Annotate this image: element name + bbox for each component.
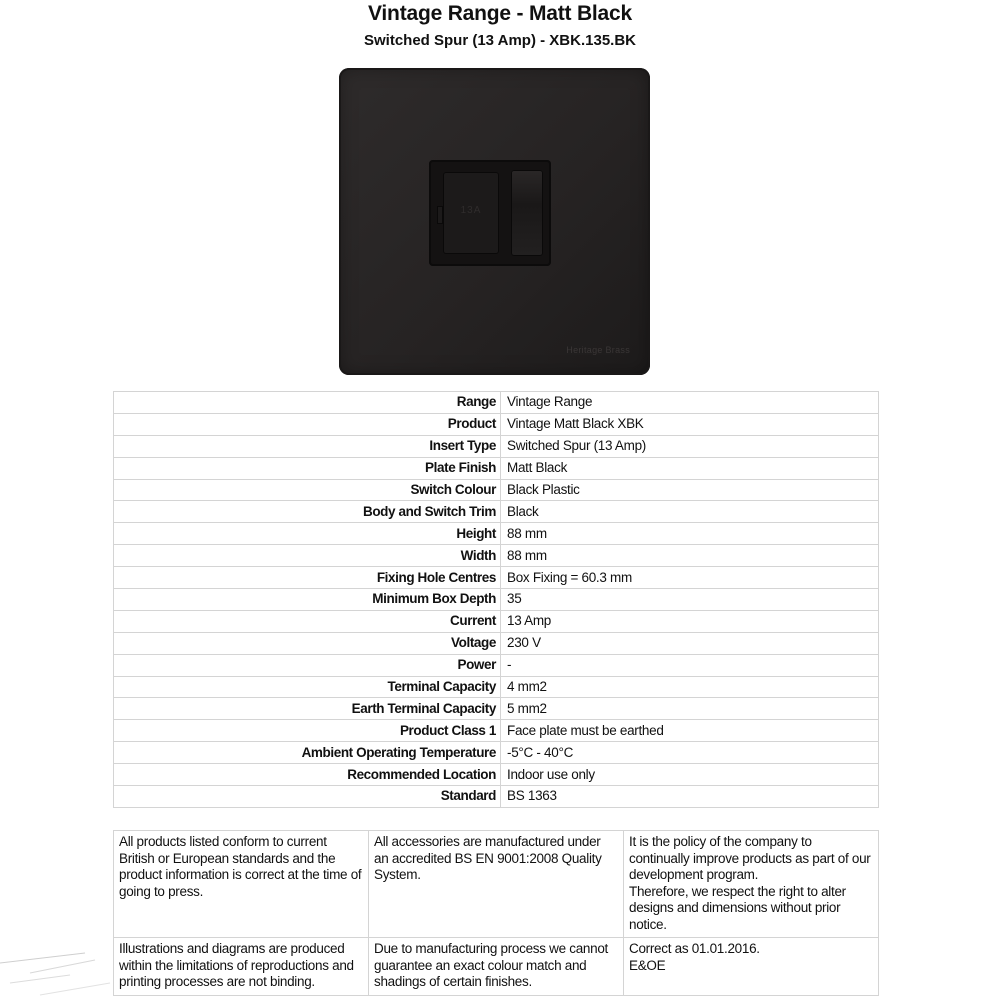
decorative-strokes: [0, 935, 120, 1000]
spec-label: Height: [114, 523, 501, 545]
product-image: [339, 68, 650, 375]
brand-mark: Heritage Brass: [566, 345, 630, 355]
notes-row: [114, 938, 879, 996]
spec-row: [114, 676, 879, 698]
spec-label: Terminal Capacity: [114, 676, 501, 698]
spec-value: 88 mm: [501, 545, 879, 567]
spec-value: 5 mm2: [501, 698, 879, 720]
note-cell: [369, 831, 624, 938]
spec-row: [114, 742, 879, 764]
fuse-carrier: [443, 172, 499, 254]
spec-row: [114, 567, 879, 589]
spec-table: [113, 391, 879, 808]
fuse-label: 13A: [460, 205, 482, 216]
spec-label: Earth Terminal Capacity: [114, 698, 501, 720]
spec-label: Fixing Hole Centres: [114, 567, 501, 589]
spec-value: Matt Black: [501, 457, 879, 479]
spec-label: Power: [114, 654, 501, 676]
spec-row: [114, 457, 879, 479]
spec-label: Body and Switch Trim: [114, 501, 501, 523]
note-cell: [624, 831, 879, 938]
notes-table: [113, 830, 879, 996]
note-text: Due to manufacturing process we cannot guarantee an exact colour match and shadings of certain finishes.: [374, 941, 608, 989]
spec-value: Vintage Matt Black XBK: [501, 413, 879, 435]
spec-value: Indoor use only: [501, 764, 879, 786]
spec-label: Width: [114, 545, 501, 567]
spec-row: [114, 698, 879, 720]
note-text: E&OE: [629, 957, 666, 973]
spec-value: BS 1363: [501, 786, 879, 808]
spec-label: Range: [114, 392, 501, 414]
spec-label: Product Class 1: [114, 720, 501, 742]
spec-label: Switch Colour: [114, 479, 501, 501]
page-title: Vintage Range - Matt Black: [368, 2, 632, 25]
spec-label: Product: [114, 413, 501, 435]
spec-row: [114, 589, 879, 611]
spec-label: Voltage: [114, 632, 501, 654]
spec-value: Black: [501, 501, 879, 523]
spec-value: 4 mm2: [501, 676, 879, 698]
note-text: Illustrations and diagrams are produced within the limitations of reproductions and printing processes are not binding.: [119, 941, 354, 989]
spec-label: Ambient Operating Temperature: [114, 742, 501, 764]
note-cell: [114, 831, 369, 938]
spec-row: [114, 413, 879, 435]
rocker-switch: [511, 170, 543, 256]
spec-row: [114, 632, 879, 654]
spec-value: Box Fixing = 60.3 mm: [501, 567, 879, 589]
spec-label: Standard: [114, 786, 501, 808]
note-cell: [369, 938, 624, 996]
note-text: All accessories are manufactured under an accredited BS EN 9001:2008 Quality System.: [374, 834, 602, 882]
note-cell: [114, 938, 369, 996]
spec-label: Current: [114, 610, 501, 632]
spec-label: Minimum Box Depth: [114, 589, 501, 611]
spec-value: -5°C - 40°C: [501, 742, 879, 764]
note-cell: [624, 938, 879, 996]
spec-row: [114, 545, 879, 567]
note-text: It is the policy of the company to continually improve products as part of our development program.: [629, 834, 871, 882]
spec-row: [114, 720, 879, 742]
spec-row: [114, 479, 879, 501]
spec-row: [114, 501, 879, 523]
spec-value: 35: [501, 589, 879, 611]
note-text: All products listed conform to current British or European standards and the product information is correct at the time of going to press.: [119, 834, 362, 899]
spec-row: [114, 654, 879, 676]
spec-row: [114, 392, 879, 414]
note-text: Correct as 01.01.2016.: [629, 941, 760, 956]
note-text: Therefore, we respect the right to alter designs and dimensions without prior notice.: [629, 883, 846, 932]
notes-row: [114, 831, 879, 938]
spec-label: Insert Type: [114, 435, 501, 457]
spec-value: Face plate must be earthed: [501, 720, 879, 742]
spec-value: 230 V: [501, 632, 879, 654]
page-subtitle: Switched Spur (13 Amp) - XBK.135.BK: [364, 32, 636, 49]
spec-value: Switched Spur (13 Amp): [501, 435, 879, 457]
spec-value: Vintage Range: [501, 392, 879, 414]
spec-value: 88 mm: [501, 523, 879, 545]
spec-label: Plate Finish: [114, 457, 501, 479]
spec-row: [114, 435, 879, 457]
spec-value: Black Plastic: [501, 479, 879, 501]
spec-row: [114, 523, 879, 545]
spec-row: [114, 764, 879, 786]
spec-value: -: [501, 654, 879, 676]
spec-row: [114, 786, 879, 808]
spec-row: [114, 610, 879, 632]
spec-label: Recommended Location: [114, 764, 501, 786]
switch-insert: [429, 160, 551, 266]
spec-value: 13 Amp: [501, 610, 879, 632]
